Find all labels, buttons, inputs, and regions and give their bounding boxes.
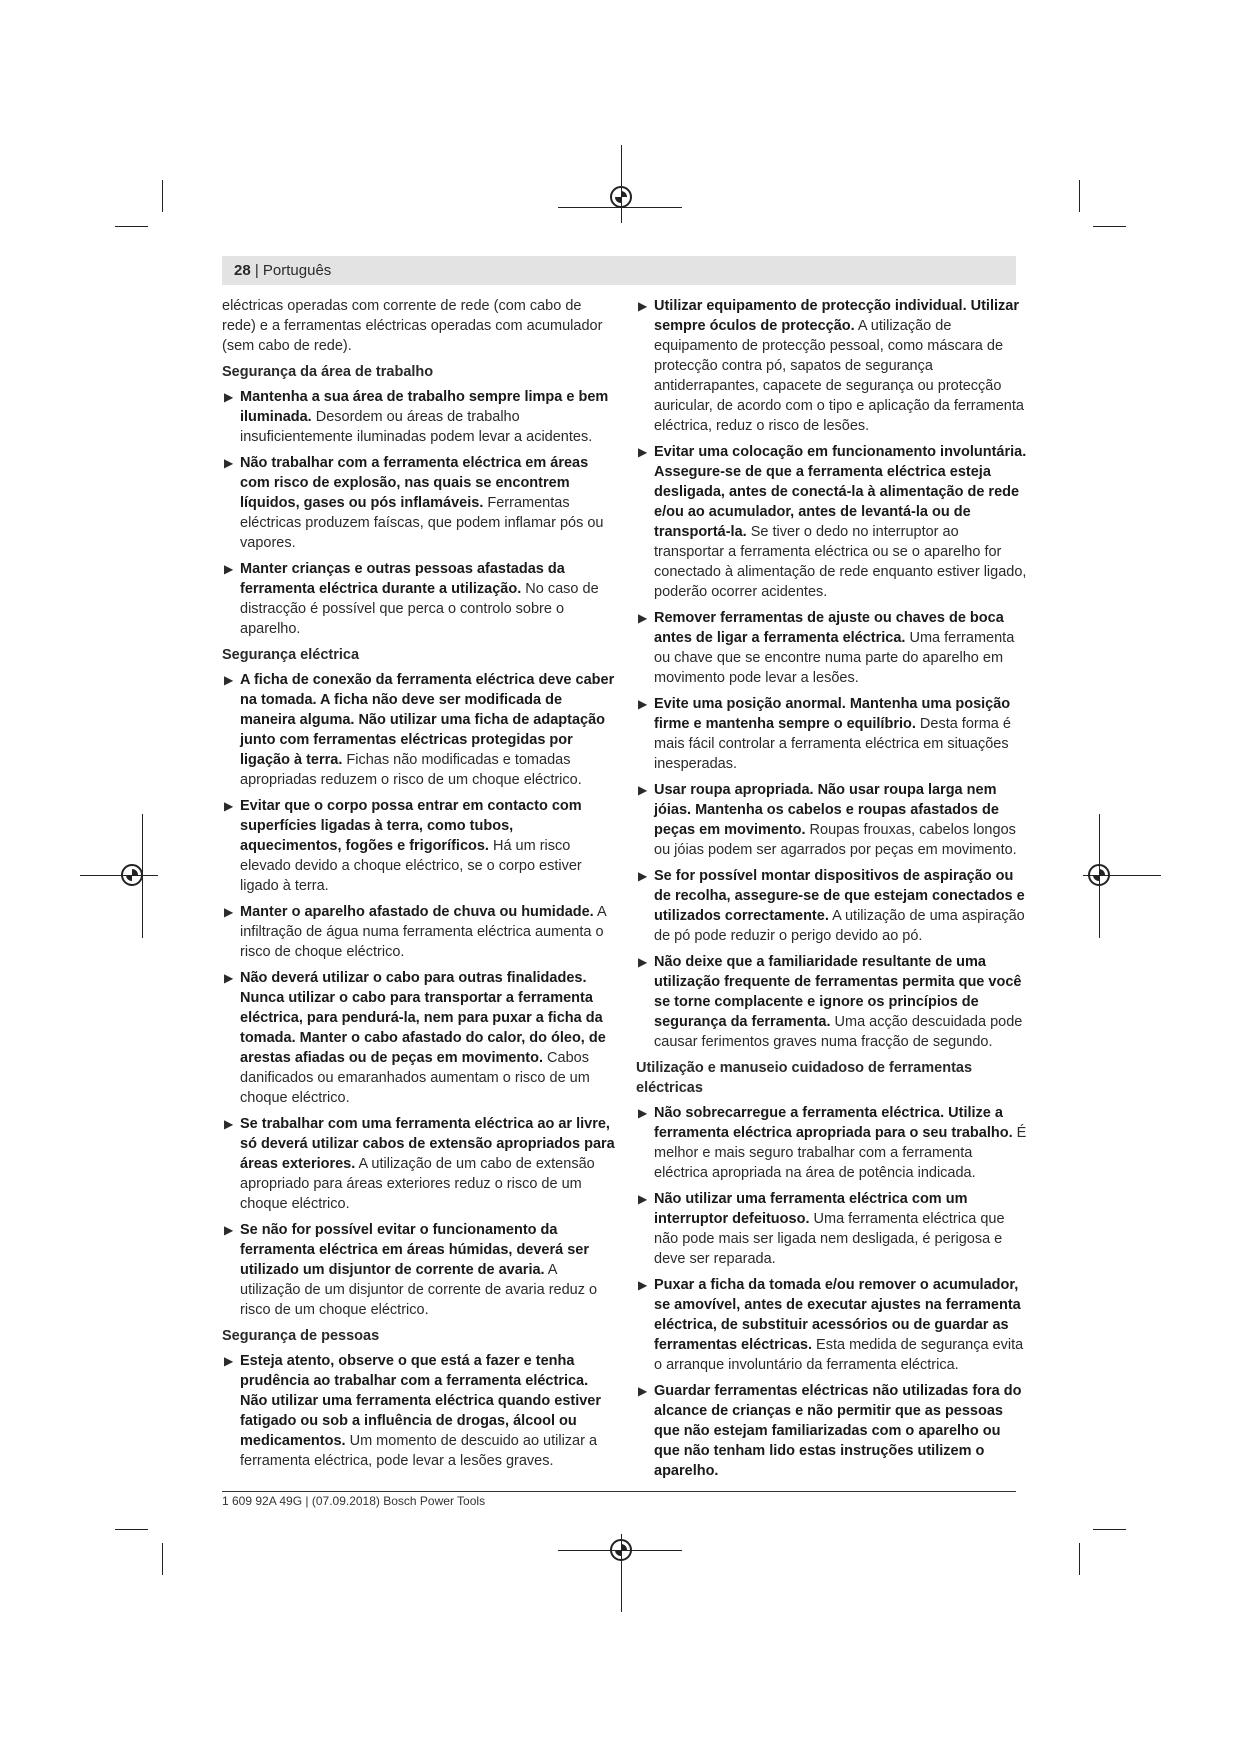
bullet-arrow-icon: ▶ <box>638 1278 648 1292</box>
safety-item-instruction: A ficha de conexão da ferramenta eléctrica deve caber na tomada. A ficha não deve ser modificada de maneira alguma. Não utilizar uma ficha de adaptação junto com ferramentas eléctricas protegidas por ligação à terra. <box>240 672 615 768</box>
crop-mark <box>1093 1529 1126 1530</box>
bullet-arrow-icon: ▶ <box>638 1192 648 1206</box>
safety-item-explanation: Desordem ou áreas de trabalho insuficientemente iluminadas podem levar a acidentes. <box>240 409 593 445</box>
safety-item-explanation: Roupas frouxas, cabelos longos ou jóias podem ser agarrados por peças em movimento. <box>654 822 1017 858</box>
bullet-arrow-icon: ▶ <box>224 799 234 813</box>
bullet-arrow-icon: ▶ <box>638 299 648 313</box>
page-header <box>222 256 1016 285</box>
safety-item-instruction: Evitar que o corpo possa entrar em contacto com superfícies ligadas à terra, como tubos, aquecimentos, fogões e frigoríficos. <box>240 798 582 854</box>
bullet-arrow-icon: ▶ <box>638 1384 648 1398</box>
safety-item <box>222 559 617 639</box>
safety-item-instruction: Não deixe que a familiaridade resultante de uma utilização frequente de ferramentas permita que você se torne complacente e ignore os princípios de segurança da ferramenta. <box>654 954 1022 1030</box>
safety-item-explanation: A utilização de um cabo de extensão apropriado para áreas exteriores reduz o risco de um choque eléctrico. <box>240 1156 595 1212</box>
safety-item-instruction: Não sobrecarregue a ferramenta eléctrica. Utilize a ferramenta eléctrica apropriada para o seu trabalho. <box>654 1105 1013 1141</box>
crop-mark <box>162 1543 163 1575</box>
registration-target-icon <box>121 864 143 886</box>
bullet-arrow-icon: ▶ <box>224 562 234 576</box>
safety-item <box>636 694 1028 774</box>
bullet-arrow-icon: ▶ <box>638 611 648 625</box>
safety-item-explanation: Desta forma é mais fácil controlar a ferramenta eléctrica em situações inesperadas. <box>654 716 1011 772</box>
crop-mark <box>115 1529 148 1530</box>
safety-item <box>636 1275 1028 1375</box>
crop-mark <box>1093 226 1126 227</box>
safety-item-explanation: Esta medida de segurança evita o arranque involuntário da ferramenta eléctrica. <box>654 1337 1024 1373</box>
crop-mark <box>1079 1543 1080 1575</box>
safety-item <box>636 952 1028 1052</box>
safety-item-explanation: A utilização de um disjuntor de corrente de avaria reduz o risco de um choque eléctrico. <box>240 1262 598 1318</box>
safety-item <box>222 1114 617 1214</box>
safety-item <box>636 780 1028 860</box>
header-separator: | <box>250 262 263 279</box>
safety-item <box>636 296 1028 436</box>
left-column <box>222 296 617 1477</box>
safety-item-explanation: Se tiver o dedo no interruptor ao transportar a ferramenta eléctrica ou se o aparelho for conectado à alimentação de rede enquanto estiver ligado, poderão ocorrer acidentes. <box>654 524 1027 600</box>
safety-item-explanation: Uma acção descuidada pode causar ferimentos graves numa fracção de segundo. <box>654 1014 1023 1050</box>
safety-item <box>636 1189 1028 1269</box>
safety-item-instruction: Usar roupa apropriada. Não usar roupa larga nem jóias. Mantenha os cabelos e roupas afastados de peças em movimento. <box>654 782 999 838</box>
safety-item-instruction: Se trabalhar com uma ferramenta eléctrica ao ar livre, só deverá utilizar cabos de extensão apropriados para áreas exteriores. <box>240 1116 615 1172</box>
safety-item-explanation: Ferramentas eléctricas produzem faíscas, que podem inflamar pós ou vapores. <box>240 495 604 551</box>
safety-item-explanation: Uma ferramenta ou chave que se encontre numa parte do aparelho em movimento pode levar a lesões. <box>654 630 1015 686</box>
bullet-arrow-icon: ▶ <box>638 1106 648 1120</box>
page-footer: 1 609 92A 49G | (07.09.2018) Bosch Power Tools <box>222 1494 486 1508</box>
bullet-arrow-icon: ▶ <box>224 673 234 687</box>
safety-item <box>222 670 617 790</box>
bullet-arrow-icon: ▶ <box>638 869 648 883</box>
safety-item-instruction: Remover ferramentas de ajuste ou chaves de boca antes de ligar a ferramenta eléctrica. <box>654 610 1004 646</box>
safety-item-instruction: Esteja atento, observe o que está a fazer e tenha prudência ao trabalhar com a ferramenta eléctrica. Não utilizar uma ferramenta eléctrica quando estiver fatigado ou sob a influência de drogas, álcool ou medicamentos. <box>240 1353 602 1449</box>
bullet-arrow-icon: ▶ <box>224 971 234 985</box>
safety-item <box>222 968 617 1108</box>
safety-item <box>636 1381 1028 1481</box>
bullet-arrow-icon: ▶ <box>638 955 648 969</box>
bullet-arrow-icon: ▶ <box>224 390 234 404</box>
bullet-arrow-icon: ▶ <box>638 783 648 797</box>
section-heading: Utilização e manuseio cuidadoso de ferramentas eléctricas <box>636 1060 973 1096</box>
safety-item <box>222 1351 617 1471</box>
safety-item-explanation: A utilização de equipamento de protecção pessoal, como máscara de protecção contra pó, sapatos de segurança antiderrapantes, capacete de segurança ou protecção auricular, de acordo com o tipo e aplicação da ferramenta eléctrica, reduz o risco de lesões. <box>654 318 1024 434</box>
safety-item <box>636 442 1028 602</box>
section-heading: Segurança eléctrica <box>222 647 360 663</box>
safety-item-instruction: Utilizar equipamento de protecção individual. Utilizar sempre óculos de protecção. <box>654 298 1019 334</box>
safety-item-instruction: Não utilizar uma ferramenta eléctrica com um interruptor defeituoso. <box>654 1191 968 1227</box>
safety-item-explanation: Uma ferramenta eléctrica que não pode mais ser ligada nem desligada, é perigosa e deve ser reparada. <box>654 1211 1005 1267</box>
footer-rule <box>222 1491 1016 1492</box>
crop-mark <box>115 226 148 227</box>
intro-text: eléctricas operadas com corrente de rede (com cabo de rede) e a ferramentas eléctricas operadas com acumulador (sem cabo de rede). <box>222 298 603 354</box>
safety-item-instruction: Se for possível montar dispositivos de aspiração ou de recolha, assegure-se de que estejam conectados e utilizados correctamente. <box>654 868 1025 924</box>
safety-item <box>636 1103 1028 1183</box>
registration-target-icon <box>610 1539 632 1561</box>
safety-item-instruction: Evitar uma colocação em funcionamento involuntária. Assegure-se de que a ferramenta eléctrica esteja desligada, antes de conectá-la à alimentação de rede e/ou ao acumulador, antes de levantá-la ou de transportá-la. <box>654 444 1027 540</box>
bullet-arrow-icon: ▶ <box>224 1117 234 1131</box>
safety-item-instruction: Evite uma posição anormal. Mantenha uma posição firme e mantenha sempre o equilíbrio. <box>654 696 1011 732</box>
safety-item <box>222 902 617 962</box>
safety-item-explanation: Cabos danificados ou emaranhados aumentam o risco de um choque eléctrico. <box>240 1050 590 1106</box>
bullet-arrow-icon: ▶ <box>224 1354 234 1368</box>
safety-item-explanation: Há um risco elevado devido a choque eléctrico, se o corpo estiver ligado à terra. <box>240 838 582 894</box>
crop-mark <box>1079 180 1080 212</box>
registration-target-icon <box>1088 864 1110 886</box>
safety-item-instruction: Não deverá utilizar o cabo para outras finalidades. Nunca utilizar o cabo para transportar a ferramenta eléctrica, para pendurá-la, nem para puxar a ficha da tomada. Manter o cabo afastado do calor, do óleo, de arestas afiadas ou de peças em movimento. <box>240 970 606 1066</box>
safety-item-explanation: É melhor e mais seguro trabalhar com a ferramenta eléctrica apropriada na área de potência indicada. <box>654 1125 1027 1181</box>
safety-item-instruction: Mantenha a sua área de trabalho sempre limpa e bem iluminada. <box>240 389 609 425</box>
safety-item-explanation: A utilização de uma aspiração de pó pode reduzir o perigo devido ao pó. <box>654 908 1025 944</box>
bullet-arrow-icon: ▶ <box>224 1223 234 1237</box>
bullet-arrow-icon: ▶ <box>638 445 648 459</box>
bullet-arrow-icon: ▶ <box>224 456 234 470</box>
safety-item-explanation: Fichas não modificadas e tomadas apropriadas reduzem o risco de um choque eléctrico. <box>240 752 582 788</box>
safety-item-instruction: Se não for possível evitar o funcionamento da ferramenta eléctrica em áreas húmidas, deverá ser utilizado um disjuntor de corrente de avaria. <box>240 1222 590 1278</box>
right-column <box>636 296 1028 1487</box>
safety-item-explanation: Um momento de descuido ao utilizar a ferramenta eléctrica, pode levar a lesões graves. <box>240 1433 598 1469</box>
bullet-arrow-icon: ▶ <box>224 905 234 919</box>
header-language: Português <box>262 262 332 279</box>
safety-item <box>636 866 1028 946</box>
bullet-arrow-icon: ▶ <box>638 697 648 711</box>
safety-item-instruction: Não trabalhar com a ferramenta eléctrica em áreas com risco de explosão, nas quais se encontrem líquidos, gases ou pós inflamáveis. <box>240 455 589 511</box>
safety-item <box>222 1220 617 1320</box>
safety-item-explanation: A infiltração de água numa ferramenta eléctrica aumenta o risco de choque eléctrico. <box>240 904 606 960</box>
safety-item-instruction: Manter crianças e outras pessoas afastadas da ferramenta eléctrica durante a utilização. <box>240 561 565 597</box>
safety-item <box>222 453 617 553</box>
registration-line <box>621 145 622 223</box>
page-number: 28 <box>234 262 251 279</box>
safety-item <box>636 608 1028 688</box>
safety-item-instruction: Guardar ferramentas eléctricas não utilizadas fora do alcance de crianças e não permitir que as pessoas que não estejam familiarizadas com o aparelho ou que não tenham lido estas instruções utilizem o aparelho. <box>654 1383 1022 1479</box>
safety-item-instruction: Manter o aparelho afastado de chuva ou humidade. <box>240 904 594 920</box>
safety-item-explanation: No caso de distracção é possível que perca o controlo sobre o aparelho. <box>240 581 599 637</box>
safety-item <box>222 796 617 896</box>
section-heading: Segurança da área de trabalho <box>222 364 434 380</box>
registration-line <box>80 875 158 876</box>
registration-target-icon <box>610 186 632 208</box>
safety-item <box>222 387 617 447</box>
section-heading: Segurança de pessoas <box>222 1328 380 1344</box>
crop-mark <box>162 180 163 212</box>
safety-item-instruction: Puxar a ficha da tomada e/ou remover o acumulador, se amovível, antes de executar ajustes na ferramenta eléctrica, de substituir acessórios ou de guardar as ferramentas eléctricas. <box>654 1277 1021 1353</box>
